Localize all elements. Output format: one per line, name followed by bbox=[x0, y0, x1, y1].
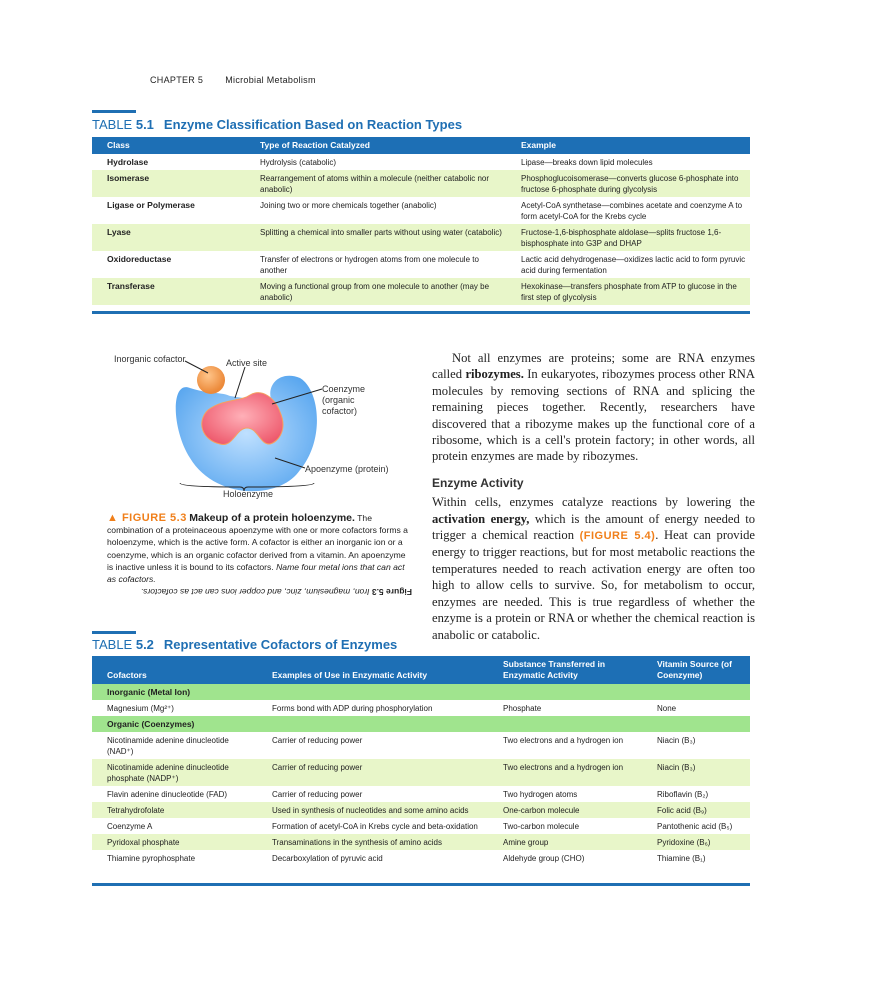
table-cell: Folic acid (B₉) bbox=[642, 802, 750, 818]
table-cell: Thiamine pyrophosphate bbox=[107, 854, 196, 863]
table2-title: TABLE 5.2 Representative Cofactors of Enzymes bbox=[92, 637, 398, 652]
figure-caption: ▲ FIGURE 5.3 Makeup of a protein holoenzyme. The combination of a proteinaceous apoenzyme with one or more cofactors forms a holoenzyme, which is the active form. A cofactor is either an inorganic ion or a coenzyme, which is an organic cofactor derived from a vitamin. An apoenzyme is inactive unless it is bound to its cofactors. Name four metal ions that can act as cofactors. bbox=[107, 512, 408, 585]
table-row bbox=[92, 786, 750, 802]
table-cell: Fructose-1,6-bisphosphate aldolase—splits fructose 1,6-bisphosphate into G3P and DHAP bbox=[506, 224, 750, 251]
table-cell: Hydrolase bbox=[107, 157, 149, 167]
chapter-label: CHAPTER 5 bbox=[150, 75, 204, 85]
table-row bbox=[92, 818, 750, 834]
table-cell: Transferase bbox=[92, 278, 245, 305]
section-label: Organic (Coenzymes) bbox=[92, 716, 750, 732]
table1-top-rule bbox=[92, 110, 136, 113]
table-row bbox=[92, 251, 750, 278]
table-cell: Two hydrogen atoms bbox=[503, 790, 578, 799]
table-cell: Aldehyde group (CHO) bbox=[503, 854, 585, 863]
table1-title: TABLE 5.1 Enzyme Classification Based on Reaction Types bbox=[92, 117, 463, 132]
table-row bbox=[92, 170, 750, 197]
table-cell: Acetyl-CoA synthetase—combines acetate and coenzyme A to form acetyl-CoA for the Krebs cycle bbox=[521, 201, 743, 221]
holoenzyme-label: Holoenzyme bbox=[223, 489, 274, 499]
table-cell: Hydrolysis (catabolic) bbox=[260, 158, 337, 167]
table-row bbox=[92, 802, 750, 818]
section-heading: Enzyme Activity bbox=[432, 475, 524, 490]
table-cell: Carrier of reducing power bbox=[272, 790, 363, 799]
column-header: Vitamin Source (of Coenzyme) bbox=[642, 656, 750, 684]
table-cell: Oxidoreductase bbox=[107, 254, 172, 264]
table-row bbox=[92, 197, 750, 224]
table-row bbox=[92, 278, 750, 305]
table-cell: Lactic acid dehydrogenase—oxidizes lactic acid to form pyruvic acid during fermentation bbox=[521, 255, 746, 275]
paragraph: Not all enzymes are proteins; some are RNA enzymes called ribozymes. In eukaryotes, ribozymes process other RNA molecules by removing sections of RNA and splicing the remaining pieces together. Recently, researchers have discovered that a ribozyme makes up the functional core of a ribosome, which is a cell's protein factory; in other words, all protein enzymes are made by ribozymes. bbox=[432, 351, 755, 464]
chapter-title: Microbial Metabolism bbox=[225, 75, 316, 85]
column-header: Examples of Use in Enzymatic Activity bbox=[257, 656, 488, 684]
table-cell: Niacin (B₃) bbox=[657, 736, 696, 745]
section-row bbox=[92, 716, 750, 732]
table-cell: Formation of acetyl-CoA in Krebs cycle and beta-oxidation bbox=[272, 822, 478, 831]
table-row bbox=[92, 834, 750, 850]
table-cell: Thiamine (B₁) bbox=[657, 854, 706, 863]
inorganic-cofactor-shape bbox=[197, 366, 225, 394]
inorganic-cofactor-label: Inorganic cofactor bbox=[114, 354, 186, 364]
table-cell: One-carbon molecule bbox=[488, 802, 642, 818]
table-cell: Rearrangement of atoms within a molecule (neither catabolic nor anabolic) bbox=[245, 170, 506, 197]
table-cell: Phosphate bbox=[503, 704, 542, 713]
table-cell: Splitting a chemical into smaller parts without using water (catabolic) bbox=[245, 224, 506, 251]
figure-answer-inverted: Figure 5.3 Iron, magnesium, zinc, and copper ions can act as cofactors. bbox=[140, 587, 412, 597]
table-cell: Magnesium (Mg²⁺) bbox=[107, 704, 174, 713]
table-cell: Two electrons and a hydrogen ion bbox=[503, 736, 624, 745]
table-cell: Lipase—breaks down lipid molecules bbox=[521, 158, 653, 167]
table-row bbox=[92, 224, 750, 251]
enzyme-classification-table bbox=[92, 137, 750, 305]
table-cell: Lyase bbox=[92, 224, 245, 251]
apoenzyme-label: Apoenzyme (protein) bbox=[305, 464, 389, 474]
table-cell: Carrier of reducing power bbox=[257, 759, 488, 786]
table2-top-rule bbox=[92, 631, 136, 634]
table-row bbox=[92, 759, 750, 786]
apoenzyme-shape bbox=[176, 376, 317, 491]
table-cell: Decarboxylation of pyruvic acid bbox=[272, 854, 383, 863]
table-cell: Pyridoxine (B₆) bbox=[642, 834, 750, 850]
table-cell: Tetrahydrofolate bbox=[92, 802, 257, 818]
table-cell: None bbox=[657, 704, 677, 713]
cofactors-table bbox=[92, 656, 750, 866]
column-header: Type of Reaction Catalyzed bbox=[245, 137, 506, 154]
table-cell: Nicotinamide adenine dinucleotide (NAD⁺) bbox=[107, 736, 229, 756]
table-cell: Nicotinamide adenine dinucleotide phosphate (NADP⁺) bbox=[92, 759, 257, 786]
table-cell: Used in synthesis of nucleotides and some amino acids bbox=[257, 802, 488, 818]
table-cell: Flavin adenine dinucleotide (FAD) bbox=[107, 790, 228, 799]
paragraph: Within cells, enzymes catalyze reactions by lowering the activation energy, which is the amount of energy needed to trigger a chemical reaction (FIGURE 5.4). Heat can provide energy to trigger reactions, but for most metabolic reactions the temperatures needed to reach activation energy are often too high to allow cells to survive. So, for metabolism to occur, enzymes are needed. This is true regardless of whether the enzyme is a protein or RNA or whether the chemical reaction is anabolic or catabolic. bbox=[432, 495, 755, 642]
table-cell: Isomerase bbox=[92, 170, 245, 197]
table-cell: Amine group bbox=[488, 834, 642, 850]
table-row bbox=[92, 850, 750, 866]
table-cell: Niacin (B₃) bbox=[642, 759, 750, 786]
figure-reference-link[interactable]: (FIGURE 5.4) bbox=[579, 530, 656, 543]
column-header: Cofactors bbox=[92, 656, 257, 684]
column-header: Class bbox=[92, 137, 245, 154]
table-cell: Phosphoglucoisomerase—converts glucose 6-phosphate into fructose 6-phosphate during glycolysis bbox=[506, 170, 750, 197]
body-text bbox=[432, 350, 755, 643]
section-row bbox=[92, 684, 750, 700]
active-site-label: Active site bbox=[226, 358, 268, 368]
table-cell: Ligase or Polymerase bbox=[107, 200, 195, 210]
section-label: Inorganic (Metal Ion) bbox=[92, 684, 750, 700]
table-cell: Riboflavin (B₂) bbox=[657, 790, 709, 799]
table-cell: Two-carbon molecule bbox=[503, 822, 580, 831]
column-header: Substance Transferred in Enzymatic Activity bbox=[488, 656, 642, 684]
table-cell: Pyridoxal phosphate bbox=[92, 834, 257, 850]
table-cell: Joining two or more chemicals together (anabolic) bbox=[260, 201, 437, 210]
table-cell: Pantothenic acid (B₅) bbox=[657, 822, 733, 831]
table-cell: Hexokinase—transfers phosphate from ATP to glucose in the first step of glycolysis bbox=[506, 278, 750, 305]
table-cell: Transaminations in the synthesis of amino acids bbox=[257, 834, 488, 850]
table-cell: Carrier of reducing power bbox=[272, 736, 363, 745]
table2-bottom-rule bbox=[92, 883, 750, 886]
table-row bbox=[92, 732, 750, 759]
table-row bbox=[92, 154, 750, 170]
table-cell: Two electrons and a hydrogen ion bbox=[488, 759, 642, 786]
coenzyme-label: Coenzyme (organic cofactor) bbox=[322, 384, 366, 416]
running-header bbox=[150, 75, 338, 85]
table-cell: Coenzyme A bbox=[107, 822, 153, 831]
table-cell: Transfer of electrons or hydrogen atoms from one molecule to another bbox=[260, 255, 479, 275]
table1-bottom-rule bbox=[92, 311, 750, 314]
table-row bbox=[92, 700, 750, 716]
column-header: Example bbox=[506, 137, 750, 154]
table-cell: Moving a functional group from one molecule to another (may be anabolic) bbox=[245, 278, 506, 305]
table-cell: Forms bond with ADP during phosphorylation bbox=[272, 704, 433, 713]
